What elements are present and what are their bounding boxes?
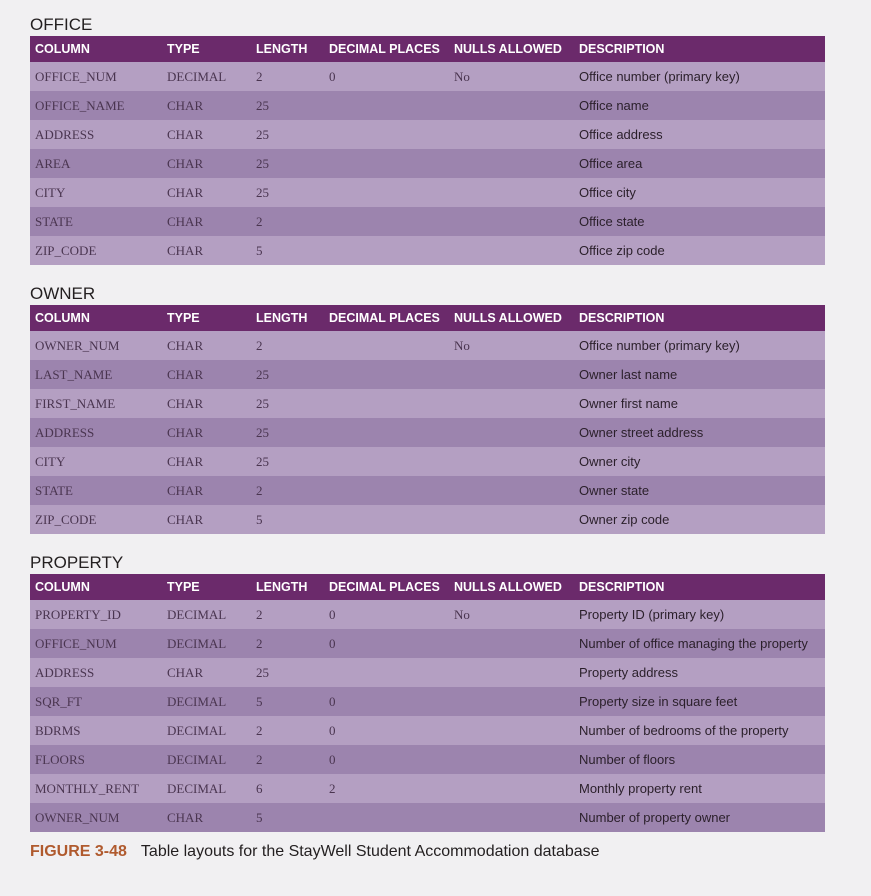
cell-decimal-places [324, 207, 449, 236]
cell-nulls-allowed [449, 207, 574, 236]
cell-nulls-allowed [449, 447, 574, 476]
cell-column: ADDRESS [30, 120, 162, 149]
table-row [30, 120, 825, 149]
cell-nulls-allowed [449, 91, 574, 120]
table-row [30, 331, 825, 360]
column-header-type: TYPE [162, 574, 251, 600]
cell-description: Office zip code [574, 236, 825, 265]
cell-nulls-allowed [449, 178, 574, 207]
cell-description: Number of bedrooms of the property [574, 716, 825, 745]
cell-description: Owner state [574, 476, 825, 505]
cell-nulls-allowed [449, 745, 574, 774]
cell-description: Property address [574, 658, 825, 687]
cell-description: Property ID (primary key) [574, 600, 825, 629]
cell-nulls-allowed: No [449, 600, 574, 629]
cell-description: Owner zip code [574, 505, 825, 534]
cell-column: AREA [30, 149, 162, 178]
cell-length: 2 [251, 716, 324, 745]
cell-description: Office number (primary key) [574, 62, 825, 91]
cell-decimal-places [324, 91, 449, 120]
cell-column: OFFICE_NUM [30, 629, 162, 658]
cell-column: OFFICE_NUM [30, 62, 162, 91]
cell-nulls-allowed [449, 803, 574, 832]
cell-length: 25 [251, 447, 324, 476]
cell-description: Owner first name [574, 389, 825, 418]
cell-type: DECIMAL [162, 774, 251, 803]
table-row [30, 236, 825, 265]
cell-decimal-places: 0 [324, 687, 449, 716]
cell-type: CHAR [162, 360, 251, 389]
cell-nulls-allowed [449, 629, 574, 658]
cell-type: CHAR [162, 389, 251, 418]
table-row [30, 149, 825, 178]
cell-column: OWNER_NUM [30, 331, 162, 360]
office-table-section [30, 14, 825, 265]
column-header-length: LENGTH [251, 36, 324, 62]
cell-nulls-allowed [449, 389, 574, 418]
cell-length: 5 [251, 803, 324, 832]
table-row [30, 629, 825, 658]
cell-type: CHAR [162, 658, 251, 687]
column-header-nulls-allowed: NULLS ALLOWED [449, 36, 574, 62]
property-table-section [30, 552, 825, 832]
cell-length: 25 [251, 658, 324, 687]
cell-length: 2 [251, 62, 324, 91]
cell-column: ZIP_CODE [30, 236, 162, 265]
cell-decimal-places [324, 120, 449, 149]
table-row [30, 658, 825, 687]
column-header-description: DESCRIPTION [574, 574, 825, 600]
table-row [30, 745, 825, 774]
cell-length: 25 [251, 120, 324, 149]
cell-description: Property size in square feet [574, 687, 825, 716]
cell-type: DECIMAL [162, 600, 251, 629]
cell-length: 2 [251, 629, 324, 658]
cell-decimal-places [324, 331, 449, 360]
figure-caption-text: Table layouts for the StayWell Student Accommodation database [140, 843, 600, 860]
cell-length: 6 [251, 774, 324, 803]
cell-length: 25 [251, 91, 324, 120]
cell-column: CITY [30, 447, 162, 476]
column-header-type: TYPE [162, 305, 251, 331]
column-header-description: DESCRIPTION [574, 36, 825, 62]
office-table-title: OFFICE [30, 15, 93, 34]
table-row [30, 360, 825, 389]
cell-length: 2 [251, 600, 324, 629]
cell-type: CHAR [162, 476, 251, 505]
cell-decimal-places [324, 178, 449, 207]
column-header-column: COLUMN [30, 36, 162, 62]
cell-type: CHAR [162, 207, 251, 236]
cell-decimal-places [324, 389, 449, 418]
cell-description: Monthly property rent [574, 774, 825, 803]
owner-layout-table [30, 305, 825, 534]
cell-nulls-allowed [449, 658, 574, 687]
cell-description: Office area [574, 149, 825, 178]
cell-nulls-allowed [449, 505, 574, 534]
cell-column: LAST_NAME [30, 360, 162, 389]
table-row [30, 418, 825, 447]
cell-decimal-places: 0 [324, 716, 449, 745]
cell-length: 2 [251, 207, 324, 236]
table-row [30, 178, 825, 207]
cell-column: ADDRESS [30, 418, 162, 447]
cell-length: 5 [251, 687, 324, 716]
cell-length: 25 [251, 178, 324, 207]
figure-caption [30, 843, 600, 861]
cell-type: CHAR [162, 418, 251, 447]
cell-type: CHAR [162, 149, 251, 178]
cell-description: Number of property owner [574, 803, 825, 832]
cell-type: DECIMAL [162, 629, 251, 658]
cell-description: Owner last name [574, 360, 825, 389]
cell-type: DECIMAL [162, 745, 251, 774]
cell-decimal-places [324, 803, 449, 832]
cell-description: Office name [574, 91, 825, 120]
cell-type: CHAR [162, 236, 251, 265]
cell-type: CHAR [162, 120, 251, 149]
column-header-description: DESCRIPTION [574, 305, 825, 331]
cell-length: 25 [251, 389, 324, 418]
table-row [30, 716, 825, 745]
property-layout-table [30, 574, 825, 832]
cell-type: CHAR [162, 178, 251, 207]
cell-length: 2 [251, 331, 324, 360]
cell-decimal-places: 0 [324, 62, 449, 91]
table-row [30, 91, 825, 120]
table-row [30, 803, 825, 832]
cell-nulls-allowed: No [449, 62, 574, 91]
cell-length: 25 [251, 149, 324, 178]
cell-description: Office city [574, 178, 825, 207]
cell-decimal-places [324, 476, 449, 505]
column-header-length: LENGTH [251, 574, 324, 600]
office-layout-table [30, 36, 825, 265]
cell-length: 5 [251, 505, 324, 534]
cell-description: Number of floors [574, 745, 825, 774]
cell-type: CHAR [162, 331, 251, 360]
table-row [30, 774, 825, 803]
cell-decimal-places [324, 418, 449, 447]
cell-nulls-allowed [449, 476, 574, 505]
cell-nulls-allowed: No [449, 331, 574, 360]
cell-column: PROPERTY_ID [30, 600, 162, 629]
cell-column: MONTHLY_RENT [30, 774, 162, 803]
cell-length: 2 [251, 476, 324, 505]
cell-type: CHAR [162, 803, 251, 832]
cell-decimal-places: 0 [324, 745, 449, 774]
table-header-row [30, 36, 825, 62]
table-row [30, 389, 825, 418]
cell-decimal-places [324, 658, 449, 687]
cell-length: 2 [251, 745, 324, 774]
cell-column: STATE [30, 476, 162, 505]
cell-decimal-places [324, 447, 449, 476]
column-header-type: TYPE [162, 36, 251, 62]
column-header-decimal-places: DECIMAL PLACES [324, 305, 449, 331]
cell-type: CHAR [162, 447, 251, 476]
cell-decimal-places: 2 [324, 774, 449, 803]
table-header-row [30, 574, 825, 600]
table-row [30, 447, 825, 476]
cell-description: Office state [574, 207, 825, 236]
table-row [30, 476, 825, 505]
cell-column: BDRMS [30, 716, 162, 745]
cell-nulls-allowed [449, 149, 574, 178]
cell-column: FIRST_NAME [30, 389, 162, 418]
column-header-decimal-places: DECIMAL PLACES [324, 36, 449, 62]
cell-nulls-allowed [449, 120, 574, 149]
cell-decimal-places [324, 360, 449, 389]
cell-type: DECIMAL [162, 62, 251, 91]
cell-length: 25 [251, 418, 324, 447]
figure-number: FIGURE 3-48 [30, 843, 127, 860]
column-header-nulls-allowed: NULLS ALLOWED [449, 574, 574, 600]
cell-decimal-places [324, 149, 449, 178]
cell-type: DECIMAL [162, 716, 251, 745]
cell-column: SQR_FT [30, 687, 162, 716]
cell-decimal-places: 0 [324, 629, 449, 658]
cell-decimal-places: 0 [324, 600, 449, 629]
cell-description: Owner city [574, 447, 825, 476]
cell-column: OFFICE_NAME [30, 91, 162, 120]
table-row [30, 207, 825, 236]
cell-description: Number of office managing the property [574, 629, 825, 658]
cell-column: CITY [30, 178, 162, 207]
cell-length: 25 [251, 360, 324, 389]
cell-description: Owner street address [574, 418, 825, 447]
owner-table-section [30, 283, 825, 534]
cell-nulls-allowed [449, 360, 574, 389]
column-header-decimal-places: DECIMAL PLACES [324, 574, 449, 600]
cell-nulls-allowed [449, 716, 574, 745]
cell-description: Office address [574, 120, 825, 149]
owner-table-title: OWNER [30, 284, 96, 303]
cell-column: STATE [30, 207, 162, 236]
table-row [30, 600, 825, 629]
cell-description: Office number (primary key) [574, 331, 825, 360]
table-row [30, 62, 825, 91]
cell-nulls-allowed [449, 236, 574, 265]
column-header-nulls-allowed: NULLS ALLOWED [449, 305, 574, 331]
property-table-title: PROPERTY [30, 553, 124, 572]
cell-length: 5 [251, 236, 324, 265]
table-header-row [30, 305, 825, 331]
cell-nulls-allowed [449, 774, 574, 803]
cell-nulls-allowed [449, 418, 574, 447]
column-header-column: COLUMN [30, 305, 162, 331]
column-header-column: COLUMN [30, 574, 162, 600]
table-row [30, 687, 825, 716]
table-row [30, 505, 825, 534]
cell-decimal-places [324, 505, 449, 534]
cell-column: ZIP_CODE [30, 505, 162, 534]
cell-column: OWNER_NUM [30, 803, 162, 832]
cell-nulls-allowed [449, 687, 574, 716]
cell-column: FLOORS [30, 745, 162, 774]
cell-column: ADDRESS [30, 658, 162, 687]
cell-decimal-places [324, 236, 449, 265]
cell-type: CHAR [162, 91, 251, 120]
cell-type: CHAR [162, 505, 251, 534]
column-header-length: LENGTH [251, 305, 324, 331]
cell-type: DECIMAL [162, 687, 251, 716]
